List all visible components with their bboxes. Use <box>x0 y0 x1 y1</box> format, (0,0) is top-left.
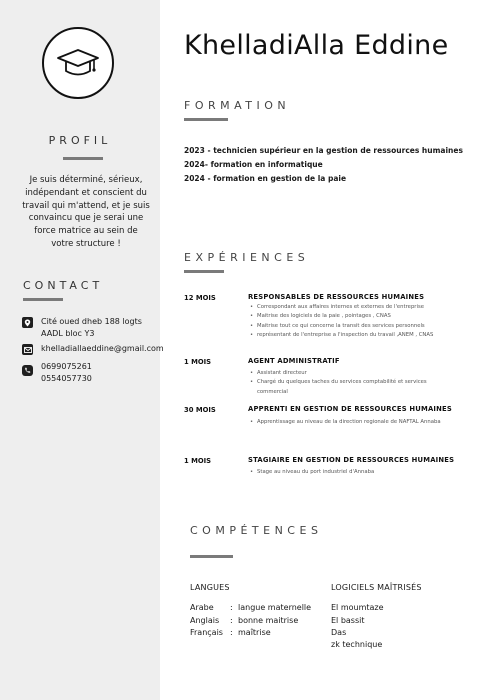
langue-level: langue maternelle <box>238 603 312 612</box>
formation-line: 2024 - formation en gestion de la paie <box>184 174 347 183</box>
experience-bullet: • Maitrise tout ce qui concerne la transit des services personnels <box>250 322 433 331</box>
contact-address <box>22 316 142 339</box>
langue-level: maîtrise <box>238 628 271 637</box>
phone-2[interactable]: 0554057730 <box>41 373 92 383</box>
langue-sep: : <box>230 616 233 625</box>
experience-title: AGENT ADMINISTRATIF <box>248 357 340 365</box>
experience-bullet: • Chargé du quelques taches du services comptabilité et services <box>250 378 427 387</box>
contact-email <box>22 343 164 355</box>
experience-bullet: • représentant de l'entreprise a l'inspection du travail ,ANEM , CNAS <box>250 331 433 340</box>
langue-name: Français <box>190 628 223 637</box>
logiciel-item: El moumtaze <box>331 603 384 612</box>
address-line-1: Cité oued dheb 188 logts <box>41 317 142 326</box>
experience-duration: 1 MOIS <box>184 358 212 366</box>
formation-heading: FORMATION <box>184 99 291 112</box>
logiciel-item: Das <box>331 628 347 637</box>
langue-name: Anglais <box>190 616 220 625</box>
logiciel-item: zk technique <box>331 640 383 649</box>
formation-divider <box>184 118 228 121</box>
langue-sep: : <box>230 603 233 612</box>
experiences-heading: EXPÉRIENCES <box>184 251 310 264</box>
experience-bullet: • Maitrise des logiciels de la paie , pointages , CNAS <box>250 312 433 321</box>
contact-phone <box>22 361 92 384</box>
langue-name: Arabe <box>190 603 214 612</box>
langue-level: bonne maitrise <box>238 616 299 625</box>
candidate-name: KhelladiAlla Eddine <box>184 30 449 61</box>
experience-duration: 30 MOIS <box>184 406 216 414</box>
experience-bullet: • Apprentissage au niveau de la direction regionale de NAFTAL Annaba <box>250 418 441 427</box>
phone-icon <box>22 365 33 376</box>
langues-heading: LANGUES <box>190 583 230 592</box>
experience-duration: 12 MOIS <box>184 294 216 302</box>
competences-heading: COMPÉTENCES <box>190 524 323 537</box>
experience-title: APPRENTI EN GESTION DE RESSOURCES HUMAINES <box>248 405 452 413</box>
address-line-2: AADL bloc Y3 <box>41 328 95 338</box>
competences-divider <box>190 555 233 558</box>
experience-bullets <box>250 303 433 340</box>
experience-title: STAGIAIRE EN GESTION DE RESSOURCES HUMAINES <box>248 456 455 464</box>
experience-bullet: commercial <box>257 388 288 395</box>
experience-duration: 1 MOIS <box>184 457 212 465</box>
phone-1[interactable]: 0699075261 <box>41 362 92 371</box>
experience-title: RESPONSABLES DE RESSOURCES HUMAINES <box>248 293 425 301</box>
experience-bullet: • Assistant directeur <box>250 369 427 378</box>
contact-heading: CONTACT <box>23 279 104 292</box>
langue-row <box>190 628 271 637</box>
profil-text: Je suis déterminé, sérieux, indépendant et conscient du travail qui m'attend, et je suis convaincu que je serai une force matrice au sein de votre structure ! <box>22 175 150 249</box>
formation-line: 2023 - technicien supérieur en la gestion de ressources humaines <box>184 146 463 155</box>
experience-bullet: • Correspondant aux affaires internes et externes de l'entreprise <box>250 303 433 312</box>
experience-bullets <box>250 369 427 397</box>
profil-divider <box>63 157 103 160</box>
avatar <box>42 27 114 99</box>
experience-bullet: • Stage au niveau du port industriel d'Annaba <box>250 468 374 477</box>
logiciels-heading: LOGICIELS MAÎTRISÉS <box>331 583 422 592</box>
formation-line: 2024- formation en informatique <box>184 160 323 169</box>
experience-bullets <box>250 418 441 427</box>
contact-divider <box>23 298 63 301</box>
map-pin-icon <box>22 317 33 328</box>
experience-bullets <box>250 468 374 477</box>
envelope-icon <box>22 344 33 355</box>
langue-sep: : <box>230 628 233 637</box>
sidebar <box>0 0 164 700</box>
logiciel-item: El bassit <box>331 616 365 625</box>
graduation-cap-icon <box>56 47 100 79</box>
email-text[interactable]: khelladiallaeddine@gmail.com <box>41 344 164 353</box>
langue-row <box>190 616 298 625</box>
experiences-divider <box>184 270 224 273</box>
langue-row <box>190 603 311 612</box>
profil-heading: PROFIL <box>48 134 112 147</box>
